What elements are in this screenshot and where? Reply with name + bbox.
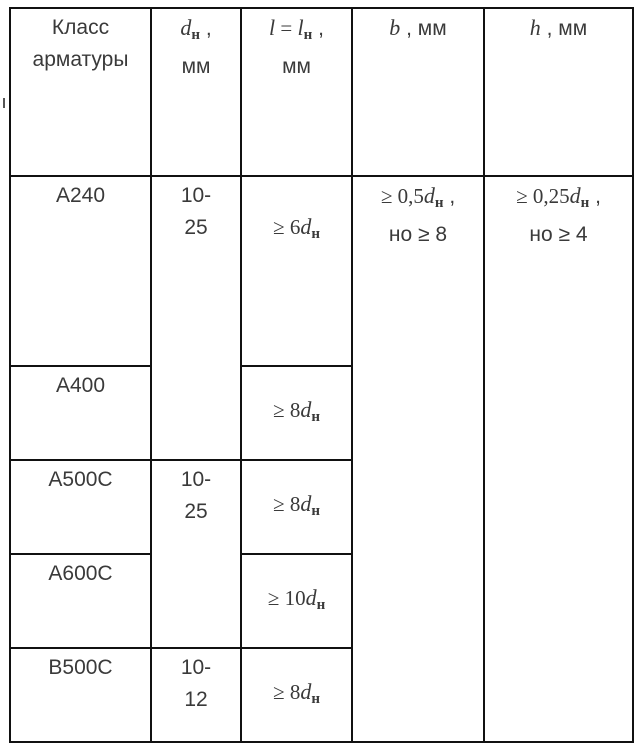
h-rel: ≥ (516, 184, 533, 208)
header-l-sep: , (312, 17, 324, 40)
header-dn-unit: мм (181, 55, 211, 78)
cell-class (10, 366, 151, 460)
dn-line2: 12 (184, 688, 208, 711)
cell-b (352, 176, 484, 742)
l-sub: н (316, 596, 326, 613)
b-coef: 0,5 (397, 184, 424, 208)
rebar-anchorage-table (9, 7, 634, 743)
l-coef: 10 (284, 585, 306, 610)
l-rel: ≥ (273, 491, 290, 516)
header-h (484, 8, 633, 176)
header-dn-symbol: d (180, 15, 192, 40)
h-coef: 0,25 (532, 184, 570, 208)
l-sym: d (305, 584, 317, 610)
class-value: А600С (48, 562, 113, 585)
l-rel: ≥ (273, 215, 290, 239)
header-b (352, 8, 484, 176)
dn-line1: 10- (180, 468, 212, 491)
b-sym: d (423, 183, 435, 208)
cell-class (10, 554, 151, 648)
l-sub: н (311, 690, 320, 707)
cell-l (241, 554, 352, 648)
l-sub: н (311, 502, 320, 519)
l-sub: н (311, 226, 320, 242)
l-sym: d (300, 678, 312, 704)
cell-l (241, 460, 352, 554)
l-rel: ≥ (267, 585, 285, 610)
b-line2: но ≥ 8 (388, 223, 448, 246)
class-value: А500С (48, 468, 113, 491)
header-h-symbol: h (529, 15, 541, 40)
cell-dn (151, 176, 241, 460)
l-coef: 6 (289, 215, 301, 239)
h-line2: но ≥ 4 (529, 223, 588, 246)
l-sub: н (311, 408, 320, 425)
h-sym: d (569, 183, 581, 208)
class-value: А240 (55, 184, 106, 207)
l-coef: 8 (289, 397, 301, 422)
cell-l (241, 648, 352, 742)
cell-class (10, 648, 151, 742)
dn-line2: 25 (184, 500, 208, 523)
dn-line1: 10- (180, 656, 212, 679)
cell-l (241, 176, 352, 366)
cell-class (10, 460, 151, 554)
table-row (10, 176, 633, 366)
header-dn-sub: н (191, 27, 200, 43)
header-class-line2: арматуры (32, 48, 129, 71)
cell-class (10, 176, 151, 366)
header-l-eq: = (275, 16, 298, 40)
b-sep: , (443, 185, 456, 208)
left-edge-mark (3, 98, 5, 108)
header-b-symbol: b (389, 15, 401, 40)
header-l-symbol: l (269, 15, 276, 40)
l-rel: ≥ (273, 397, 290, 422)
l-coef: 8 (289, 491, 301, 516)
header-l-sub: н (303, 27, 313, 43)
header-class-line1: Класс (51, 16, 110, 39)
header-row (10, 8, 633, 176)
header-h-unit: , мм (540, 17, 588, 40)
header-b-unit: , мм (400, 17, 447, 40)
header-l-unit: мм (282, 55, 311, 78)
b-rel: ≥ (380, 184, 398, 208)
header-l (241, 8, 352, 176)
h-sub: н (580, 195, 590, 211)
dn-line1: 10- (180, 184, 212, 207)
h-sep: , (589, 185, 601, 208)
header-class (10, 8, 151, 176)
l-rel: ≥ (273, 679, 290, 704)
l-coef: 8 (289, 679, 301, 704)
dn-line2: 25 (184, 216, 208, 239)
cell-l (241, 366, 352, 460)
l-sym: d (300, 490, 312, 516)
header-dn-sep: , (199, 17, 212, 40)
header-l-symbol2: l (297, 15, 304, 40)
cell-dn (151, 460, 241, 648)
l-sym: d (300, 396, 312, 422)
b-sub: н (434, 195, 444, 211)
header-dn (151, 8, 241, 176)
class-value: В500С (48, 656, 113, 679)
cell-h (484, 176, 633, 742)
class-value: А400 (55, 374, 106, 397)
l-sym: d (300, 214, 312, 239)
cell-dn (151, 648, 241, 742)
